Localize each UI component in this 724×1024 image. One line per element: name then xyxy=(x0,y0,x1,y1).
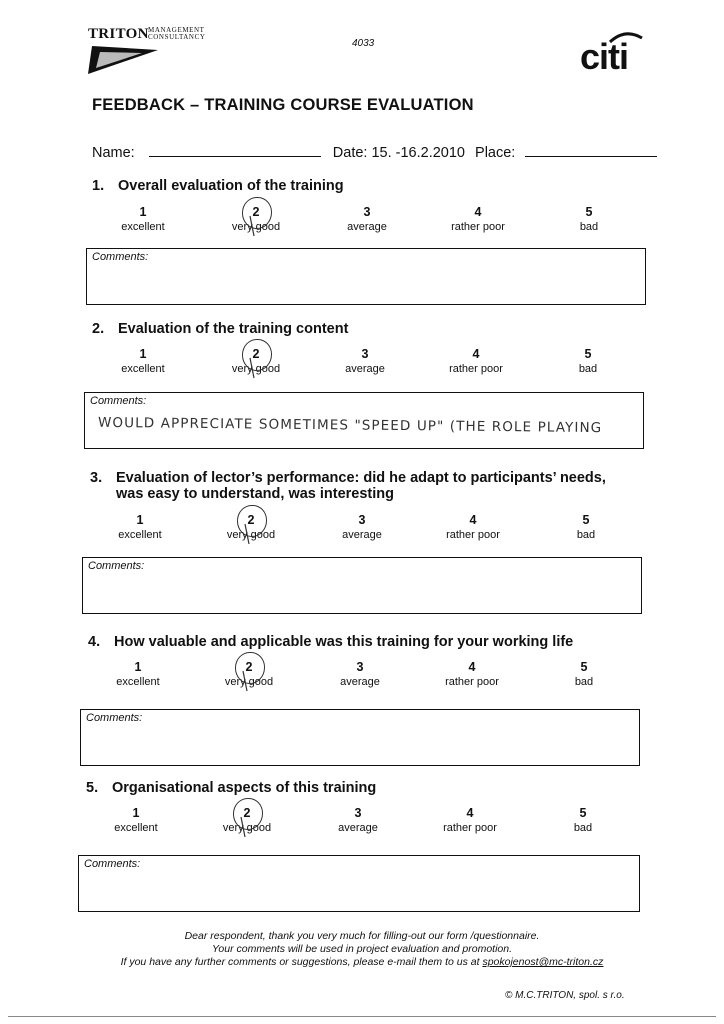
rating-number: 3 xyxy=(361,347,369,361)
rating-number: 3 xyxy=(358,513,366,527)
rating-label: average xyxy=(338,822,378,834)
citi-logo xyxy=(580,26,650,78)
pen-stroke-icon xyxy=(244,352,274,382)
rating-number: 1 xyxy=(139,205,147,219)
rating-number: 5 xyxy=(582,513,590,527)
triton-logo-word: TRITON xyxy=(88,26,149,42)
footer-line-1: Dear respondent, thank you very much for filling-out our form /questionnaire. xyxy=(184,930,540,942)
rating-label: very good xyxy=(231,221,281,233)
pen-stroke-icon xyxy=(239,518,269,548)
rating-option-5[interactable] xyxy=(531,512,641,542)
footer-note xyxy=(0,930,724,969)
rating-option-1[interactable] xyxy=(83,659,193,689)
rating-number: 4 xyxy=(474,205,482,219)
email-link[interactable]: spokojenost@mc-triton.cz xyxy=(482,956,604,968)
question-title-4 xyxy=(88,634,573,650)
rating-label: rather poor xyxy=(446,529,500,541)
triton-wedge-icon xyxy=(88,46,158,74)
comments-box-3[interactable] xyxy=(82,557,642,614)
rating-option-4[interactable] xyxy=(421,346,531,376)
pen-stroke-icon xyxy=(235,811,265,841)
rating-option-5[interactable] xyxy=(529,659,639,689)
citi-logo-word: citi xyxy=(580,36,629,77)
rating-label: very good xyxy=(231,363,281,375)
pen-stroke-icon xyxy=(237,665,267,695)
rating-number: 3 xyxy=(363,205,371,219)
rating-number: 4 xyxy=(466,806,474,820)
comments-label: Comments: xyxy=(90,395,147,407)
rating-option-3[interactable] xyxy=(305,659,415,689)
rating-number: 4 xyxy=(469,513,477,527)
rating-number: 2 xyxy=(252,347,260,361)
page-title: FEEDBACK – TRAINING COURSE EVALUATION xyxy=(92,96,474,114)
comments-label: Comments: xyxy=(92,251,149,263)
rating-option-5[interactable] xyxy=(528,805,638,835)
rating-number: 5 xyxy=(585,205,593,219)
rating-option-1[interactable] xyxy=(85,512,195,542)
rating-label: excellent xyxy=(121,221,165,233)
footer-line-2: Your comments will be used in project evaluation and promotion. xyxy=(212,943,512,955)
rating-number: 3 xyxy=(354,806,362,820)
triton-logo-subtitle: MANAGEMENT CONSULTANCY xyxy=(148,26,206,41)
rating-label: excellent xyxy=(114,822,158,834)
rating-option-4[interactable] xyxy=(423,204,533,234)
bottom-rule xyxy=(8,1016,716,1017)
rating-number: 1 xyxy=(132,806,140,820)
place-label: Place: xyxy=(475,145,516,161)
rating-label: average xyxy=(345,363,385,375)
rating-label: excellent xyxy=(121,363,165,375)
copyright: © M.C.TRITON, spol. s r.o. xyxy=(505,990,625,1001)
question-title-1 xyxy=(92,178,344,194)
comments-label: Comments: xyxy=(86,712,143,724)
question-text: Evaluation of the training content xyxy=(118,321,349,337)
rating-label: average xyxy=(342,529,382,541)
comments-label: Comments: xyxy=(88,560,145,572)
question-text: How valuable and applicable was this training for your working life xyxy=(114,634,574,650)
rating-number: 1 xyxy=(136,513,144,527)
rating-label: rather poor xyxy=(445,676,499,688)
rating-option-3[interactable] xyxy=(310,346,420,376)
rating-label: bad xyxy=(573,822,593,834)
rating-number: 2 xyxy=(243,806,251,820)
question-text: Evaluation of lector’s performance: did he adapt to participants’ needs, xyxy=(116,470,606,486)
question-text-line-2: was easy to understand, was interesting xyxy=(116,486,394,502)
rating-option-1[interactable] xyxy=(88,204,198,234)
rating-label: very good xyxy=(226,529,276,541)
rating-number: 5 xyxy=(584,347,592,361)
rating-label: very good xyxy=(224,676,274,688)
rating-label: excellent xyxy=(116,676,160,688)
comments-box-5[interactable] xyxy=(78,855,640,912)
comments-label: Comments: xyxy=(84,858,141,870)
comments-box-4[interactable] xyxy=(80,709,640,766)
question-text: Organisational aspects of this training xyxy=(112,780,377,796)
info-row xyxy=(92,142,657,161)
rating-label: rather poor xyxy=(443,822,497,834)
triton-logo xyxy=(86,24,236,74)
rating-option-3[interactable] xyxy=(303,805,413,835)
name-label: Name: xyxy=(92,145,135,161)
question-number: 4. xyxy=(88,634,101,650)
rating-option-4[interactable] xyxy=(418,512,528,542)
rating-option-3[interactable] xyxy=(307,512,417,542)
date-label: Date: 15. -16.2.2010 xyxy=(332,145,465,161)
question-title-2 xyxy=(92,321,348,337)
rating-option-3[interactable] xyxy=(312,204,422,234)
rating-label: excellent xyxy=(118,529,162,541)
rating-number: 4 xyxy=(472,347,480,361)
rating-label: average xyxy=(347,221,387,233)
rating-label: bad xyxy=(578,363,598,375)
rating-number: 2 xyxy=(245,660,253,674)
rating-option-1[interactable] xyxy=(81,805,191,835)
question-title-5 xyxy=(86,780,376,796)
rating-option-1[interactable] xyxy=(88,346,198,376)
rating-number: 1 xyxy=(139,347,147,361)
rating-option-5[interactable] xyxy=(533,346,643,376)
rating-number: 4 xyxy=(468,660,476,674)
question-title-3 xyxy=(90,470,606,502)
rating-option-4[interactable] xyxy=(417,659,527,689)
footer-line-3: If you have any further comments or suggestions, please e-mail them to us at spokojenost@mc-triton.cz xyxy=(120,956,604,968)
comments-box-1[interactable] xyxy=(86,248,646,305)
question-number: 2. xyxy=(92,321,105,337)
question-number: 1. xyxy=(92,178,105,194)
question-number: 5. xyxy=(86,780,99,796)
rating-number: 2 xyxy=(252,205,260,219)
rating-label: bad xyxy=(579,221,599,233)
rating-option-4[interactable] xyxy=(415,805,525,835)
rating-number: 5 xyxy=(579,806,587,820)
document-number: 4033 xyxy=(352,38,375,49)
rating-label: rather poor xyxy=(451,221,505,233)
rating-label: bad xyxy=(576,529,596,541)
handwritten-comment: WOULD APPRECIATE SOMETIMES "SPEED UP" (THE ROLE PLAYING xyxy=(97,414,603,437)
question-text: Overall evaluation of the training xyxy=(118,178,344,194)
rating-number: 1 xyxy=(134,660,142,674)
rating-number: 5 xyxy=(580,660,588,674)
rating-label: very good xyxy=(222,822,272,834)
pen-stroke-icon xyxy=(244,210,274,240)
rating-label: average xyxy=(340,676,380,688)
rating-number: 2 xyxy=(247,513,255,527)
rating-option-5[interactable] xyxy=(534,204,644,234)
rating-label: bad xyxy=(574,676,594,688)
question-number: 3. xyxy=(90,470,103,486)
place-field[interactable] xyxy=(525,142,657,157)
name-field[interactable] xyxy=(149,142,321,157)
rating-number: 3 xyxy=(356,660,364,674)
rating-label: rather poor xyxy=(449,363,503,375)
